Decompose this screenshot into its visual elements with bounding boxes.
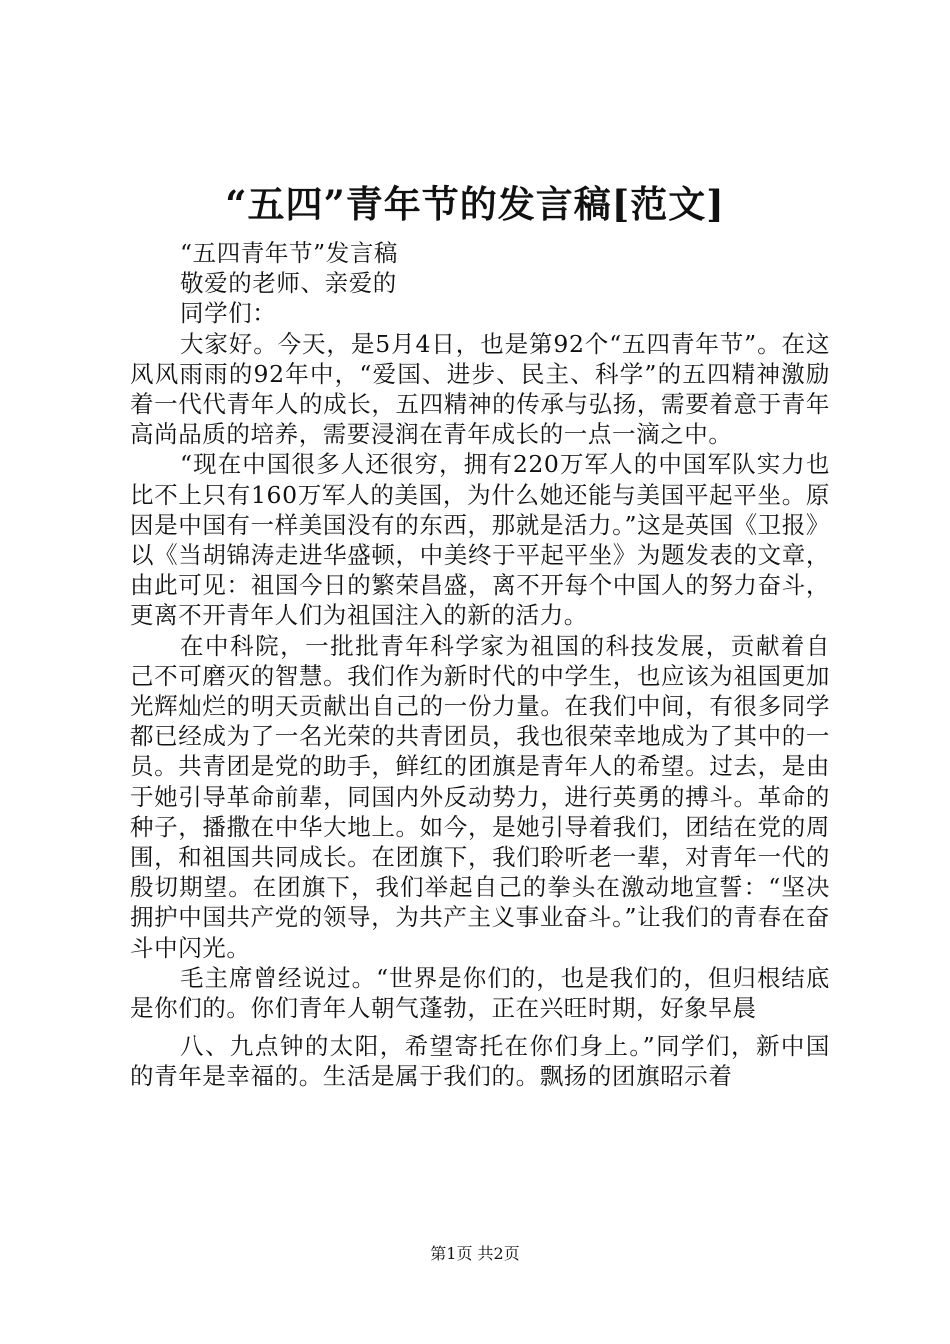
paragraph-mao-quote-2: 八、九点钟的太阳，希望寄托在你们身上。”同学们，新中国的青年是幸福的。生活是属于我们的。飘扬的团旗昭示着 bbox=[130, 1032, 830, 1091]
document-body bbox=[130, 238, 830, 1092]
paragraph-subtitle: “五四青年节”发言稿 bbox=[180, 239, 399, 267]
page-number: 第1页 共2页 bbox=[430, 1244, 520, 1263]
paragraph-greeting: 大家好。今天，是5月4日，也是第92个“五四青年节”。在这风风雨雨的92年中，“爱国、进步、民主、科学”的五四精神激励着一代代青年人的成长，五四精神的传承与弘扬，需要着意于青年高尚品质的培养，需要浸润在青年成长的一点一滴之中。 bbox=[130, 329, 830, 449]
paragraph-mao-quote-1: 毛主席曾经说过。“世界是你们的，也是我们的，但归根结底是你们的。你们青年人朝气蓬勃，正在兴旺时期，好象早晨 bbox=[130, 963, 830, 1023]
paragraph-salutation-2: 同学们： bbox=[180, 299, 277, 328]
paragraph-quote-guardian: “现在中国很多人还很穷，拥有220万军人的中国军队实力也比不上只有160万军人的美国，为什么她还能与美国平起平坐。原因是中国有一样美国没有的东西，那就是活力。”这是英国《卫报》以《当胡锦涛走进华盛顿，中美终于平起平坐》为题发表的文章，由此可见：祖国今日的繁荣昌盛，离不开每个中国人的努力奋斗，更离不开青年人们为祖国注入的新的活力。 bbox=[130, 450, 830, 630]
paragraph-youth-league: 在中科院，一批批青年科学家为祖国的科技发展，贡献着自己不可磨灭的智慧。我们作为新时代的中学生，也应该为祖国更加光辉灿烂的明天贡献出自己的一份力量。在我们中间，有很多同学都已经成为了一名光荣的共青团员，我也很荣幸地成为了其中的一员。共青团是党的助手，鲜红的团旗是青年人的希望。过去，是由于她引导革命前辈，同国内外反动势力，进行英勇的搏斗。革命的种子，播撒在中华大地上。如今，是她引导着我们，团结在党的周围，和祖国共同成长。在团旗下，我们聆听老一辈，对青年一代的殷切期望。在团旗下，我们举起自己的拳头在激动地宣誓：“坚决拥护中国共产党的领导，为共产主义事业奋斗。”让我们的青春在奋斗中闪光。 bbox=[130, 631, 830, 962]
document-title: “五四”青年节的发言稿[范文] bbox=[225, 182, 725, 226]
paragraph-salutation-1: 敬爱的老师、亲爱的 bbox=[180, 269, 397, 298]
